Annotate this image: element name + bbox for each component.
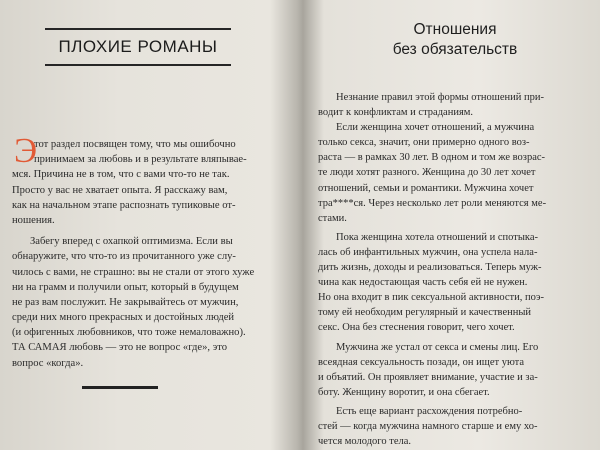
text-line: только секса, значит, они примерно одного воз-	[318, 137, 530, 149]
text-line: секс. Она без стеснения говорит, чего хочет.	[318, 322, 515, 334]
section-divider	[82, 386, 158, 389]
left-body-text	[12, 131, 280, 371]
text-line: не раз вам послужит. Не закрывайтесь от мужчин,	[12, 296, 239, 308]
text-line: стами.	[318, 212, 347, 224]
paragraph-5	[318, 404, 580, 449]
text-line: тра****ся. Через несколько лет роли меняются ме-	[318, 197, 547, 209]
right-body-text	[318, 90, 580, 449]
text-line: обнаружите, что что-то из прочитанного уже слу-	[12, 251, 236, 263]
text-line: ТА САМАЯ любовь — это не вопрос «где», это	[12, 342, 228, 354]
chapter-header	[45, 28, 231, 66]
text-line: стей — когда мужчина намного старше и ему хо-	[318, 420, 538, 432]
left-page	[0, 0, 296, 450]
text-line: Забегу вперед с охапкой оптимизма. Если вы	[30, 236, 233, 248]
text-line: тот раздел посвящен тому, что мы ошибочно	[34, 139, 236, 150]
text-line: и объятий. Он проявляет внимание, участие и за-	[318, 371, 538, 383]
text-line: Мужчина же устал от секса и смены лиц. Его	[336, 341, 539, 353]
text-line: Незнание правил этой формы отношений при-	[336, 92, 544, 103]
paragraph-3	[318, 230, 580, 336]
text-line: ни на грамм и получили опыт, который в будущем	[12, 281, 239, 293]
text-line: отношений, семьи и романтики. Мужчина хочет	[318, 182, 534, 194]
text-line: чина как недостающая часть себя ей не нужен.	[318, 277, 528, 289]
paragraph-1	[12, 131, 280, 228]
dropcap-letter: Э	[14, 131, 38, 170]
text-line: Пока женщина хотела отношений и спотыка-	[336, 231, 538, 243]
text-line: тому ей необходим регулярный и качественный	[318, 307, 532, 319]
text-line: лась об инфантильных мужчин, она успела нала-	[318, 246, 538, 258]
section-title	[310, 20, 600, 60]
paragraph-4	[318, 340, 580, 400]
text-line: чилось с вами, не страшно: вы не стали от этого хуже	[12, 266, 255, 278]
text-line: дить жизнь, доходы и реализоваться. Теперь муж-	[318, 262, 542, 274]
text-line: чется молодого тела.	[318, 436, 412, 448]
chapter-title: ПЛОХИЕ РОМАНЫ	[58, 37, 218, 56]
text-line: (и офигенных любовников, что тоже немаловажно).	[12, 327, 246, 339]
text-line: водит к конфликтам и страданиям.	[318, 107, 474, 119]
text-line: боту. Женщину воротит, и она сбегает.	[318, 386, 490, 398]
section-title-line-1: Отношения	[413, 21, 497, 38]
text-line: принимаем за любовь и в результате вляпывае-	[34, 154, 247, 166]
text-line: вопрос «когда».	[12, 357, 84, 369]
paragraph-2	[318, 120, 580, 226]
text-line: ношения.	[12, 214, 55, 226]
text-line: Просто у вас не хватает опыта. Я расскажу вам,	[12, 184, 228, 196]
text-line: Есть еще вариант расхождения потребно-	[336, 405, 523, 417]
text-line: всеядная сексуальность позади, он ищет уюта	[318, 356, 525, 368]
text-line: те люди хотят разного. Женщина до 30 лет хочет	[318, 167, 536, 179]
text-line: среди них много прекрасных и достойных людей	[12, 312, 235, 324]
right-page	[304, 0, 600, 450]
paragraph-1	[318, 90, 580, 120]
text-line: Если женщина хочет отношений, а мужчина	[336, 122, 535, 134]
text-line: как на начальном этапе распознать тупиковые от-	[12, 199, 236, 211]
text-line: раста — в рамках 30 лет. В одном и том же возрас-	[318, 152, 546, 164]
text-line: мся. Причина не в том, что с вами что-то не так.	[12, 169, 230, 181]
text-line: Но она входит в пик сексуальной активности, поэ-	[318, 292, 544, 304]
section-title-line-2: без обязательств	[392, 41, 518, 58]
paragraph-2	[12, 234, 280, 371]
